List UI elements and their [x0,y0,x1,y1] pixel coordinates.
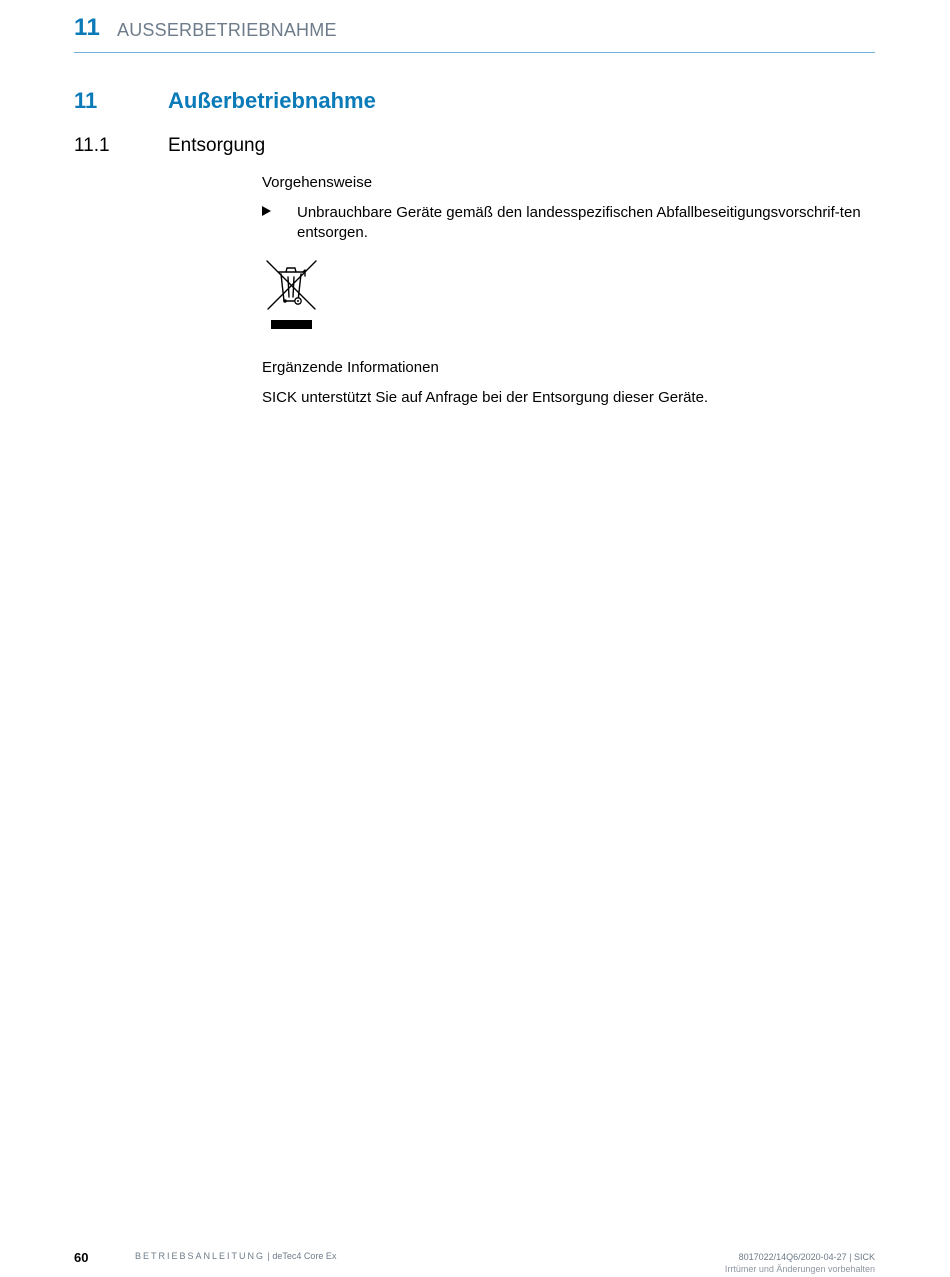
procedure-step: Unbrauchbare Geräte gemäß den landesspezifischen Abfallbeseitigungsvorschrif-ten entsorgen. [297,204,861,241]
footer-doc-ref: 8017022/14Q6/2020-04-27 | SICK [738,1252,875,1262]
header-chapter-title: AUSSERBETRIEBNAHME [117,20,337,40]
chapter-title: Außerbetriebnahme [168,88,376,113]
header-chapter-number: 11 [74,14,101,41]
section-number: 11.1 [74,135,110,156]
section-title: Entsorgung [168,135,266,156]
footer-manual-kind: BETRIEBSANLEITUNG [135,1251,266,1261]
additional-info-heading: Ergänzende Informationen [262,359,439,376]
footer-manual-info [135,1251,336,1261]
additional-info-text: SICK unterstützt Sie auf Anfrage bei der Entsorgung dieser Geräte. [262,389,709,406]
footer-disclaimer: Irrtümer und Änderungen vorbehalten [724,1264,875,1274]
chapter-number: 11 [74,88,98,113]
procedure-heading: Vorgehensweise [262,174,373,191]
footer-separator: | [267,1251,270,1261]
footer-doc-info [725,1251,875,1275]
footer-product: deTec4 Core Ex [272,1251,337,1261]
header-divider [74,52,875,53]
bullet-arrow-icon [262,206,271,216]
crossed-out-wheelie-bin-icon [264,259,320,331]
page-number: 60 [74,1250,89,1265]
